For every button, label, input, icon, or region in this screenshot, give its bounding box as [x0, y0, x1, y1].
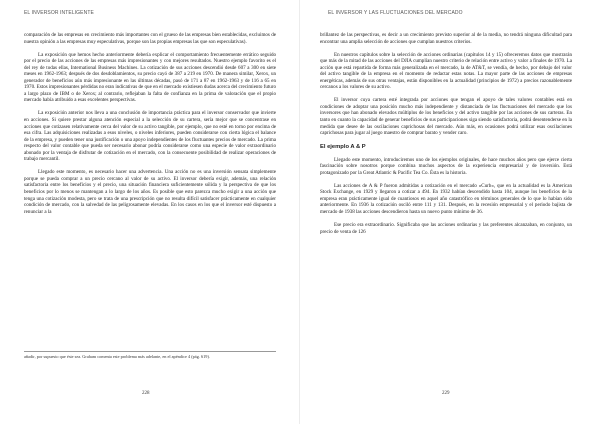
paragraph: En nuestros capítulos sobre la selección de acciones ordinarias (capítulos 14 y 15) ofreceremos datos que mostrarán que más de la mitad de las acciones del DJIA cumplían nuestro criterio de relación entre activo y valor a finales de 1970. La acción que está repartida de forma más generalizada en el mercado, la de AT&T, se vendía, de hecho, por debajo del valor del activo tangible de la empresa en el momento de redactar estas notas. La mayor parte de las acciones de empresas energéticas, además de sus otras ventajas, están disponibles en la actualidad (principios de 1972) a precios razonablemente cercanos a los valores de su activo.	[320, 51, 572, 91]
page-number-right: 229	[442, 391, 450, 396]
page-number-left: 228	[142, 391, 150, 396]
left-body-text	[24, 32, 276, 215]
running-head-left: EL INVERSOR INTELIGENTE	[24, 10, 94, 16]
right-page	[300, 0, 600, 424]
paragraph: Ese precio era extraordinario. Significaba que las acciones ordinarias y las preferentes alcanzaban, en conjunto, un precio de venta de 126	[320, 222, 572, 235]
right-body-text	[320, 32, 572, 235]
paragraph: El inversor cuya cartera esté integrada por acciones que tengan el apoyo de tales valores contables está en condiciones de adoptar una posición mucho más independiente y distanciada de las fluctuaciones del mercado que los inversores que han abonado elevados múltiplos de los beneficios y del activo tangible por las acciones de sus carteras. En tanto en cuanto la capacidad de generar beneficios de sus participaciones siga siendo satisfactoria, podrá desentenderse en la medida que desee de las oscilaciones caprichosas del mercado. Aún más, en ocasiones podrá utilizar esas oscilaciones caprichosas para jugar al juego maestro de comprar barato y vender caro.	[320, 97, 572, 137]
paragraph: brillantez de las perspectivas, es decir a un crecimiento previsto superior al de la media, no tendrá ninguna dificultad para encontrar una amplia selección de acciones que cumplan nuestros criterios.	[320, 32, 572, 45]
paragraph: Las acciones de A & P fueron admitidas a cotización en el mercado «Curb», que en la actualidad es la American Stock Exchange, en 1929 y llegaron a cotizar a 494. En 1932 habían descendido hasta 104, aunque los beneficios de la empresa eran prácticamente igual de cuantiosos en aquel año catastrófico en términos generales de lo que lo habían sido anteriormente. En 1936 la cotización osciló entre 111 y 131. Después, en la recesión empresarial y el periodo bajista de mercado de 1938 las acciones descendieron hasta un nuevo punto mínimo de 36.	[320, 182, 572, 216]
footnote: añadir, por supuesto que éste sea. Graham comenta este problema más adelante, en el apéndice 4 (pág. 619).	[24, 351, 276, 359]
paragraph: La exposición que hemos hecho anteriormente debería explicar el comportamiento frecuentemente errático seguido por el precio de las acciones de las empresas más impresionantes y con mejores resultados. Nuestro ejemplo favorito es el del rey de todas ellas, International Business Machines. La cotización de sus acciones descendió desde 607 a 300 en siete meses en 1962-1963; después de dos desdoblamientos, su precio cayó de 387 a 219 en 1970. De manera similar, Xerox, un generador de beneficios aún más impresionante en las últimas décadas, pasó de 171 a 87 en 1962-1963 y de 116 a 65 en 1970. Estos impresionantes pérdidas no eran indicativas de que en el mercado existiesen dudas acerca del crecimiento futuro a largo plazo de IBM o de Xerox; al contrario, reflejaban la falta de confianza en la prima de valoración que el propio mercado había atribuido a esas excelentes perspectivas.	[24, 51, 276, 104]
section-heading: El ejemplo A & P	[320, 143, 366, 150]
paragraph: Llegado este momento, es necesario hacer una advertencia. Una acción no es una inversión sensata simplemente porque se pueda comprar a un precio cercano al valor de su activo. El inversor debería exigir, además, una relación satisfactoria entre los beneficios y el precio, una situación financiera suficientemente sólida y la perspectiva de que los beneficios por lo menos se mantengan a lo largo de los años. Es posible que esto parezca mucho exigir a una acción que tenga una cotización modesta, pero se trata de una prescripción que no resulta difícil satisfacer prácticamente en cualquier condición de mercado, con la salvedad de las peligrosamente elevadas. En los casos en los que el inversor esté dispuesto a renunciar a la	[24, 169, 276, 215]
paragraph: Llegado este momento, introduciremos uno de los ejemplos originales, de hace muchos años pero que ejerce cierta fascinación sobre nosotros porque combina muchos aspectos de la experiencia empresarial y de inversión. Está protagonizado por la Great Atlantic & Pacific Tea Co. Ésta es la historia.	[320, 156, 572, 176]
paragraph: La exposición anterior nos lleva a una conclusión de importancia práctica para el inversor conservador que invierte en acciones. Si quiere prestar alguna atención especial a la selección de su cartera, sería mejor que se concentrase en acciones que cotizasen relativamente cerca del valor de su activo tangible, por ejemplo, que no esté en torno por encima de esa cifra. Las adquisiciones realizadas a esos niveles, o niveles inferiores, pueden considerarse con cierta lógica el balance de la empresa, y pueden tener una justificación o una apoyo independientes de los fluctuantes precios de mercado. La prima respecto del valor contable que pueda ser necesario abonar podría considerarse como una especie de valor extraordinario abonado por la ventaja de disfrutar de cotización en el mercado, con la consecuente posibilidad de realizar operaciones de trabajo mercantil.	[24, 110, 276, 163]
paragraph: comparación de las empresas en crecimiento más importantes con el grueso de las empresas bien establecidas, excluimos de nuestra opinión a las empresas muy especulativas, porque son las propias empresas las que son especulativas).	[24, 32, 276, 45]
running-head-right: EL INVERSOR Y LAS FLUCTUACIONES DEL MERCADO	[328, 10, 463, 16]
